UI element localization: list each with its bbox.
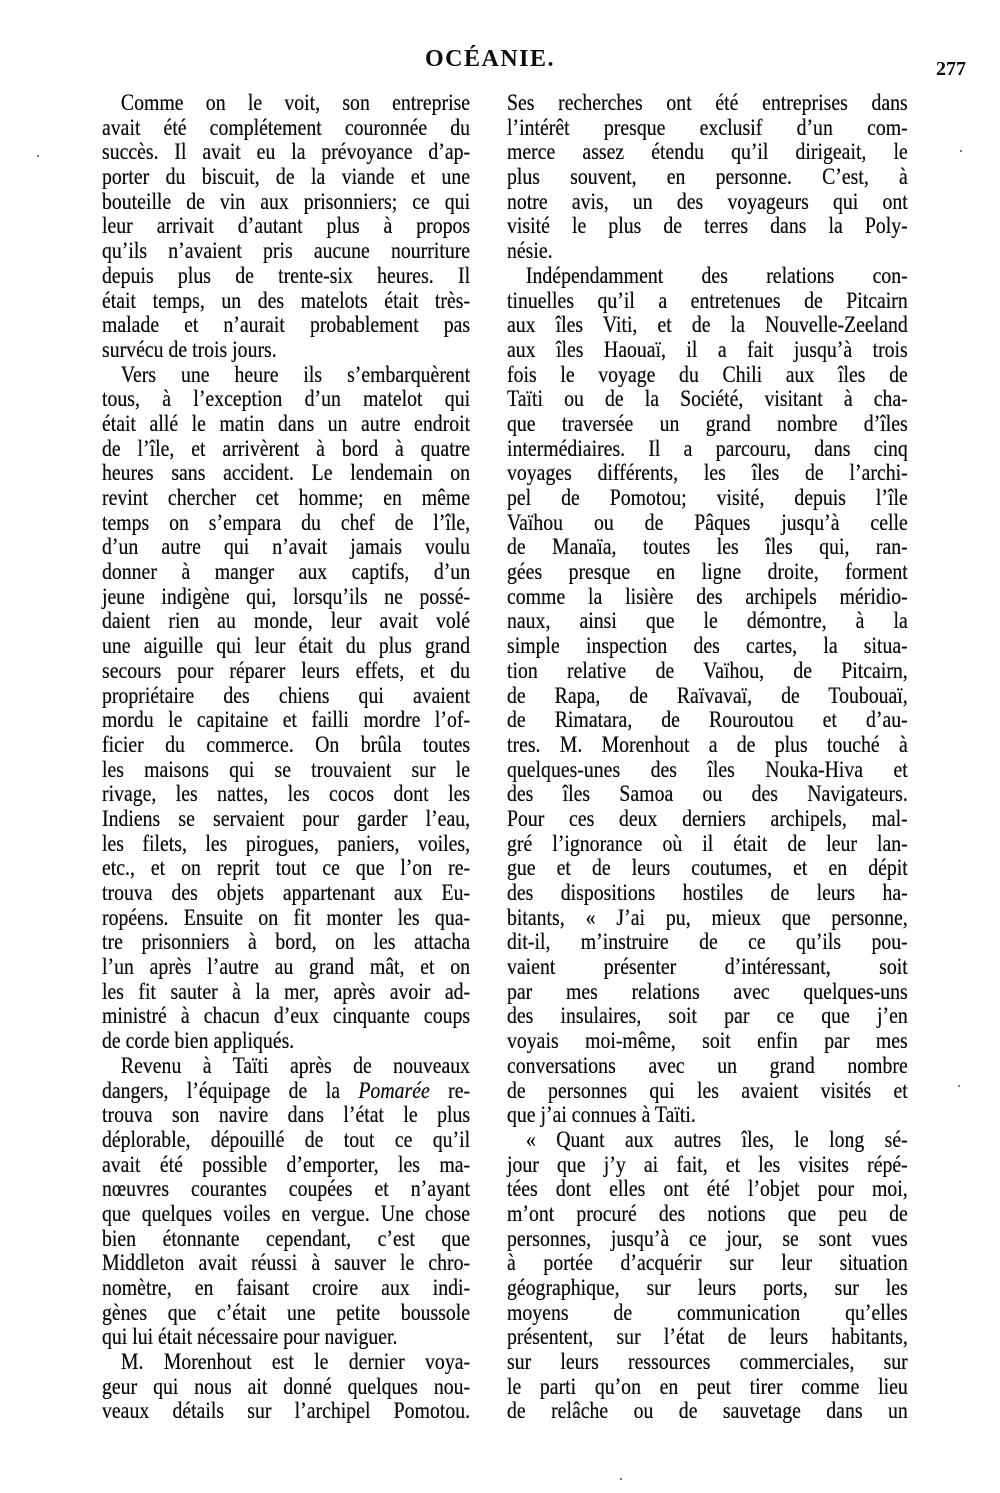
text-line: voyais moi-même, soit enfin par mes [507, 1028, 908, 1054]
text-line: nomètre, en faisant croire aux indi- [102, 1275, 471, 1300]
text-line: « Quant aux autres îles, le long sé- [525, 1126, 908, 1152]
text-line: sur leurs ressources commerciales, sur [507, 1349, 908, 1375]
text-line: les fit sauter à la mer, après avoir ad- [102, 978, 471, 1004]
text-line: conversations avec un grand nombre [507, 1052, 908, 1078]
text-line: à portée d’acquérir sur leur situation [507, 1250, 908, 1276]
text-line: jeune indigène qui, lorsqu’ils ne possé- [102, 583, 471, 609]
text-line: etc., et on reprit tout ce que l’on re- [102, 855, 471, 881]
text-line: tres. M. Morenhout a de plus touché à [507, 731, 908, 757]
text-line: merce assez étendu qu’il dirigeait, le [507, 139, 908, 165]
text-line: que quelques voiles en vergue. Une chose [102, 1200, 471, 1226]
text-line: visité le plus de terres dans la Poly- [507, 213, 908, 239]
text-line: de Rapa, de Raïvavaï, de Toubouaï, [507, 682, 908, 708]
text-line: Pour ces deux derniers archipels, mal- [507, 805, 908, 831]
text-line: Comme on le voit, son entreprise [120, 90, 471, 115]
text-line: donner à manger aux captifs, d’un [102, 559, 471, 585]
text-line: moyens de communication qu’elles [507, 1299, 908, 1325]
text-line: présentent, sur l’état de leurs habitants, [507, 1324, 908, 1350]
text-line: des îles Samoa ou des Navigateurs. [507, 781, 908, 807]
text-line: de personnes qui les avaient visités et [507, 1077, 908, 1103]
text-line: propriétaire des chiens qui avaient [102, 682, 471, 708]
scan-speck [37, 155, 39, 157]
text-line: simple inspection des cartes, la situa- [507, 633, 908, 659]
text-line: porter du biscuit, de la viande et une [102, 164, 471, 190]
text-line: Middleton avait réussi à sauver le chro- [102, 1250, 471, 1276]
text-line: de corde bien appliqués. [102, 1028, 295, 1054]
text-line: tées dont elles ont été l’objet pour moi, [507, 1176, 908, 1202]
text-line: de relâche ou de sauvetage dans un [507, 1398, 908, 1424]
italic-ship-name: Pomarée [358, 1077, 430, 1103]
text-line: le parti qu’on en peut tirer comme lieu [507, 1373, 908, 1399]
text-line: aux îles Haouaï, il a fait jusqu’à trois [507, 336, 908, 362]
text-line: de Manaïa, toutes les îles qui, ran- [507, 534, 908, 560]
text-line: trouva son navire dans l’état le plus [102, 1102, 471, 1128]
text-column-right [507, 91, 908, 1424]
text-line: aux îles Viti, et de la Nouvelle-Zeeland [507, 312, 908, 338]
text-line: bitants, « J’ai pu, mieux que personne, [507, 904, 908, 930]
text-line: des dispositions hostiles de leurs ha- [507, 880, 908, 905]
text-line: survécu de trois jours. [102, 336, 277, 362]
text-line: les filets, les pirogues, paniers, voiles, [102, 830, 471, 856]
text-line: daient rien au monde, leur avait volé [102, 608, 471, 634]
text-line: vaient présenter d’intéressant, soit [507, 954, 908, 980]
text-line: jour que j’y ai fait, et les visites répé- [507, 1151, 908, 1177]
text-line: secours pour réparer leurs effets, et du [102, 657, 471, 683]
text-segment: dangers, l’équipage de la [102, 1077, 359, 1103]
scan-speck [620, 1478, 622, 1480]
text-line: revint chercher cet homme; en même [102, 485, 471, 510]
text-line: tous, à l’exception d’un matelot qui [102, 386, 471, 412]
text-line: trouva des objets appartenant aux Eu- [102, 880, 471, 905]
text-column-left [102, 91, 470, 1424]
text-line: bouteille de vin aux prisonniers; ce qui [102, 188, 471, 214]
text-line: les maisons qui se trouvaient sur le [102, 756, 471, 782]
text-line: géographique, sur leurs ports, sur les [507, 1275, 908, 1300]
text-line: M. Morenhout est le dernier voya- [120, 1349, 471, 1375]
text-line: rivage, les nattes, les cocos dont les [102, 781, 471, 807]
text-line: malade et n’aurait probablement pas [102, 312, 471, 338]
text-line: quelques-unes des îles Nouka-Hiva et [507, 756, 908, 782]
text-line: heures sans accident. Le lendemain on [102, 460, 471, 486]
text-line: pel de Pomotou; visité, depuis l’île [507, 485, 908, 510]
text-line: fois le voyage du Chili aux îles de [507, 361, 908, 387]
text-line: voyages différents, les îles de l’archi- [507, 460, 908, 486]
text-line: gènes que c’était une petite boussole [102, 1299, 471, 1325]
text-line: que traversée un grand nombre d’îles [507, 410, 908, 436]
text-line: gue et de leurs coutumes, et en dépit [507, 855, 908, 881]
text-line: l’intérêt presque exclusif d’un com- [507, 114, 908, 140]
text-line: mordu le capitaine et failli mordre l’of- [102, 707, 471, 733]
text-line: Ses recherches ont été entreprises dans [507, 90, 908, 115]
text-segment: re- [429, 1077, 471, 1103]
text-line: qui lui était nécessaire pour naviguer. [102, 1324, 398, 1350]
text-line [102, 1079, 470, 1104]
text-line: naux, ainsi que le démontre, à la [507, 608, 908, 634]
text-line: tion relative de Vaïhou, de Pitcairn, [507, 657, 908, 683]
text-line: d’un autre qui n’avait jamais voulu [102, 534, 471, 560]
text-line: comme la lisière des archipels méridio- [507, 583, 908, 609]
text-line: l’un après l’autre au grand mât, et on [102, 954, 471, 980]
text-line: leur arrivait d’autant plus à propos [102, 213, 471, 239]
text-line: succès. Il avait eu la prévoyance d’ap- [102, 139, 471, 165]
text-line: que j’ai connues à Taïti. [507, 1102, 696, 1128]
text-line: nésie. [507, 238, 553, 264]
text-line: était temps, un des matelots était très- [102, 287, 471, 313]
text-line: ficier du commerce. On brûla toutes [102, 731, 471, 757]
text-line: était allé le matin dans un autre endroit [102, 410, 471, 436]
text-line: notre avis, un des voyageurs qui ont [507, 188, 908, 214]
text-line: intermédiaires. Il a parcouru, dans cinq [507, 435, 908, 461]
text-line: veaux détails sur l’archipel Pomotou. [102, 1398, 471, 1424]
text-line: Vaïhou ou de Pâques jusqu’à celle [507, 509, 908, 535]
text-line: qu’ils n’avaient pris aucune nourriture [102, 238, 471, 264]
text-line: depuis plus de trente-six heures. Il [102, 262, 471, 288]
scan-speck [960, 150, 962, 152]
text-line: avait été possible d’emporter, les ma- [102, 1151, 471, 1177]
text-line: ropéens. Ensuite on fit monter les qua- [102, 904, 471, 930]
text-line: de l’île, et arrivèrent à bord à quatre [102, 435, 471, 461]
scan-speck [958, 1085, 960, 1087]
text-line: tinuelles qu’il a entretenues de Pitcairn [507, 287, 908, 313]
text-line: gées presque en ligne droite, forment [507, 559, 908, 585]
text-line: geur qui nous ait donné quelques nou- [102, 1373, 471, 1399]
text-line: par mes relations avec quelques-uns [507, 978, 908, 1004]
text-line: de Rimatara, de Rouroutou et d’au- [507, 707, 908, 733]
text-line: Indépendamment des relations con- [525, 262, 908, 288]
text-line: m’ont procuré des notions que peu de [507, 1200, 908, 1226]
text-line: plus souvent, en personne. C’est, à [507, 164, 908, 190]
text-line: Revenu à Taïti après de nouveaux [120, 1052, 471, 1078]
text-line: bien étonnante cependant, c’est que [102, 1225, 471, 1251]
text-line: tre prisonniers à bord, on les attacha [102, 929, 471, 955]
text-line: temps on s’empara du chef de l’île, [102, 509, 471, 535]
text-line: Vers une heure ils s’embarquèrent [120, 361, 471, 387]
page-number: 277 [936, 58, 966, 80]
text-line: dit-il, m’instruire de ce qu’ils pou- [507, 929, 908, 955]
running-title: OCÉANIE. [424, 46, 556, 72]
text-line: avait été complétement couronnée du [102, 114, 471, 140]
text-line: ministré à chacun d’eux cinquante coups [102, 1003, 471, 1029]
text-line: personnes, jusqu’à ce jour, se sont vues [507, 1225, 908, 1251]
text-line: nœuvres courantes coupées et n’ayant [102, 1176, 471, 1202]
text-line: déplorable, dépouillé de tout ce qu’il [102, 1126, 471, 1152]
text-line: une aiguille qui leur était du plus grand [102, 633, 471, 659]
text-line: Indiens se servaient pour garder l’eau, [102, 805, 471, 831]
text-line: des insulaires, soit par ce que j’en [507, 1003, 908, 1029]
text-line: Taïti ou de la Société, visitant à cha- [507, 386, 908, 412]
text-line: gré l’ignorance où il était de leur lan- [507, 830, 908, 856]
